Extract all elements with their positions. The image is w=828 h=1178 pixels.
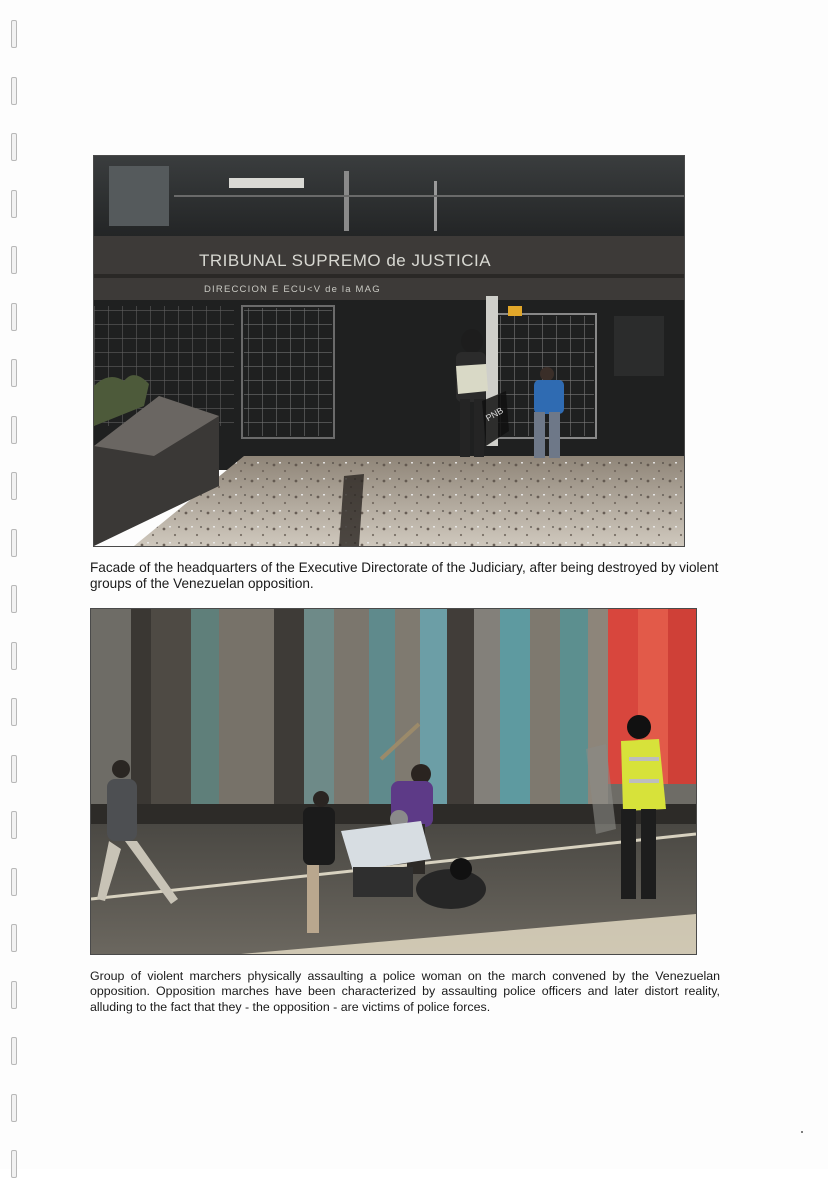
binding-mark (11, 811, 17, 839)
binding-mark (11, 1150, 17, 1178)
binding-mark (11, 303, 17, 331)
binding-mark (11, 755, 17, 783)
sign-line2: DIRECCION E ECU<V de la MAG (204, 284, 381, 295)
binding-mark (11, 1037, 17, 1065)
binding-mark (11, 924, 17, 952)
scan-dot (801, 1131, 803, 1133)
facade-image (94, 156, 684, 546)
binding-mark (11, 1094, 17, 1122)
caption-facade: Facade of the headquarters of the Executive Directorate of the Judiciary, after being destroyed by violent groups of the Venezuelan opposition. (90, 560, 719, 591)
binding-mark (11, 472, 17, 500)
binding-mark (11, 698, 17, 726)
binding-mark (11, 981, 17, 1009)
binding-mark (11, 190, 17, 218)
binding-mark (11, 246, 17, 274)
binding-mark (11, 585, 17, 613)
march-image (91, 609, 696, 954)
photo-facade (94, 156, 684, 546)
binding-mark (11, 529, 17, 557)
shield-text: PNB (483, 405, 505, 424)
caption-march: Group of violent marchers physically assaulting a police woman on the march convened by the Venezuelan opposition. Opposition marches have been characterized by assaulting police officers and later distort reality, alluding to the fact that they - the opposition - are victims of police forces. (90, 969, 720, 1014)
binding-mark (11, 359, 17, 387)
sign-line1: TRIBUNAL SUPREMO de JUSTICIA (199, 251, 492, 270)
binding-mark (11, 77, 17, 105)
photo-march (91, 609, 696, 954)
binding-mark (11, 416, 17, 444)
binding-mark (11, 20, 17, 48)
binding-mark (11, 868, 17, 896)
binding-mark (11, 642, 17, 670)
binding-mark (11, 133, 17, 161)
